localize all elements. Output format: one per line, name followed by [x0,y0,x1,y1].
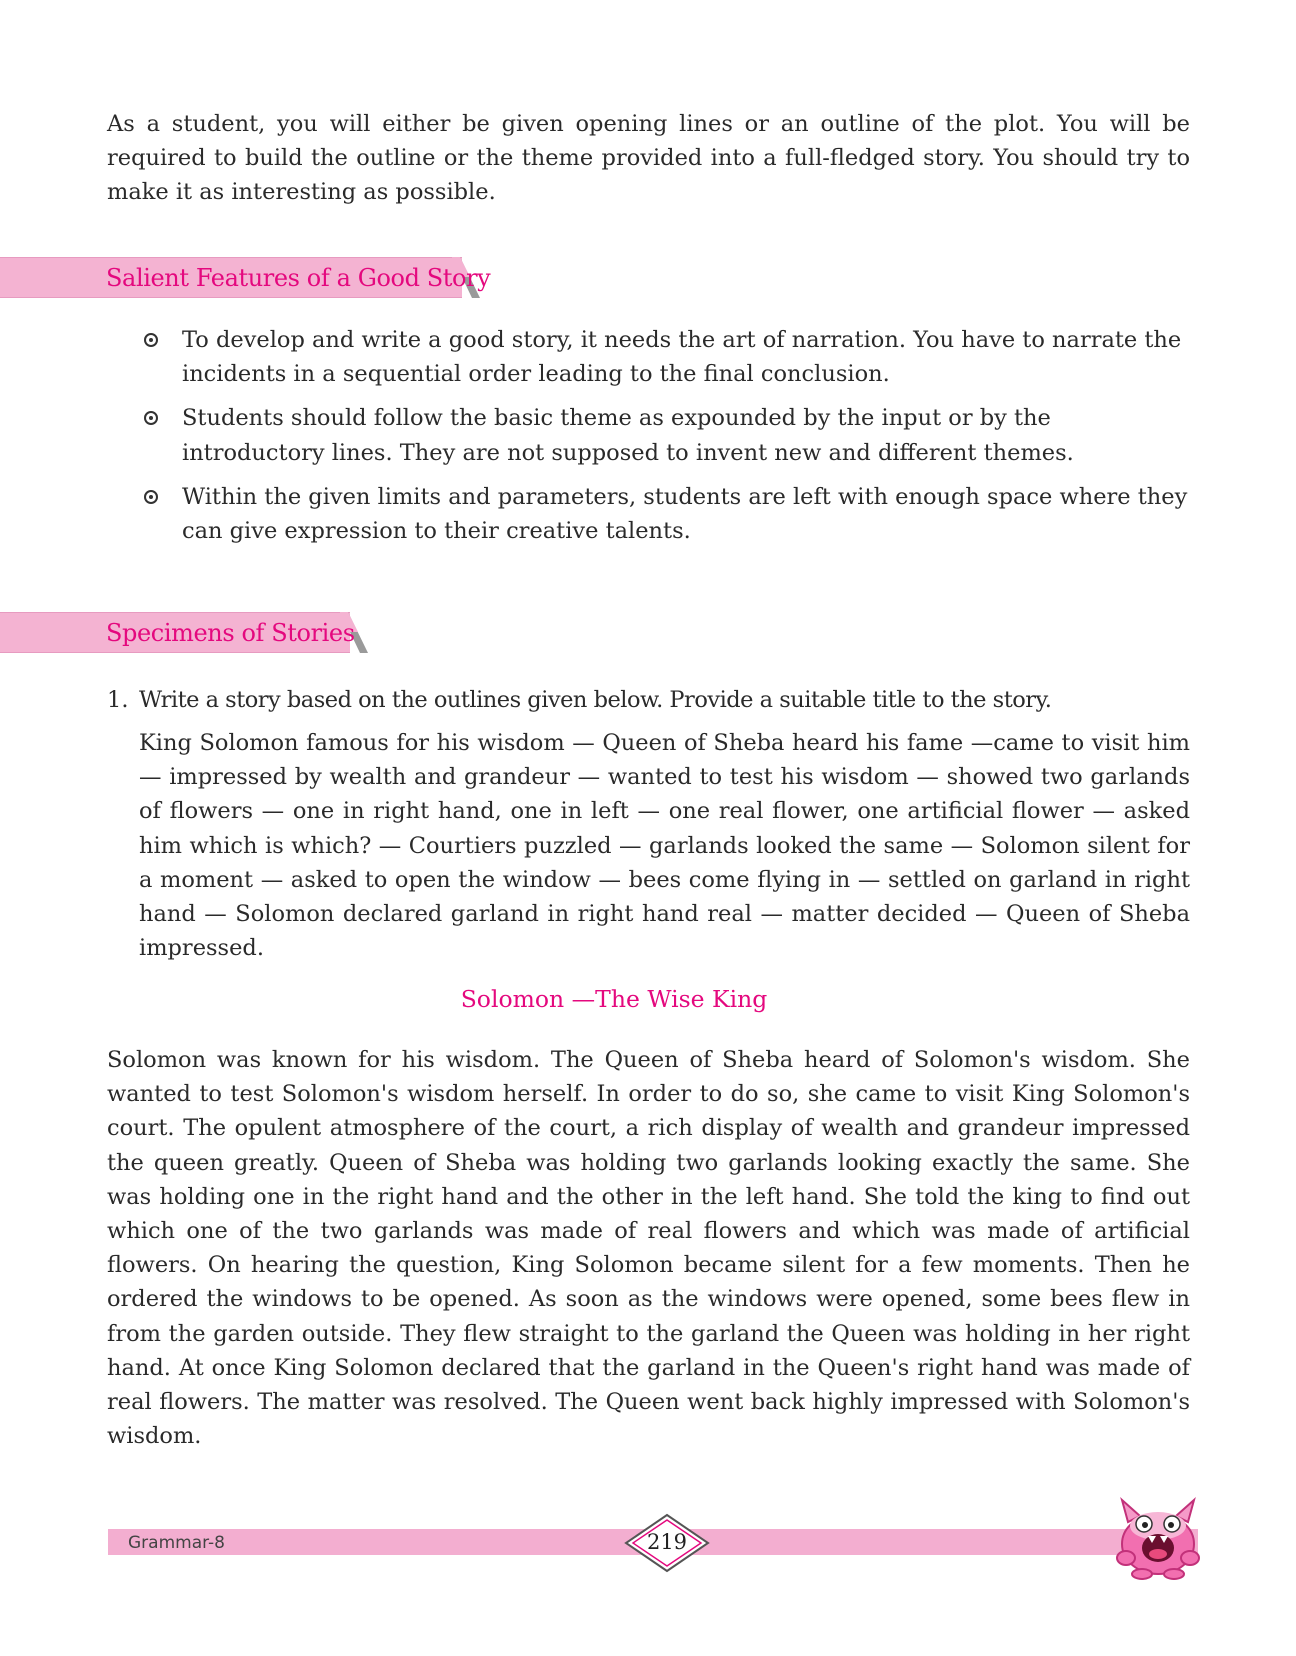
section-header-specimens [0,612,370,653]
question-prompt: Write a story based on the outlines given below. Provide a suitable title to the story. [139,687,1052,713]
section-title: Salient Features of a Good Story [106,264,491,292]
list-item-text: Within the given limits and parameters, students are left with enough space where they can give expression to their creative talents. [182,483,1188,545]
list-item [142,401,1192,469]
list-item-text: To develop and write a good story, it needs the art of narration. You have to narrate the incidents in a sequential order leading to the final conclusion. [182,327,1182,388]
section-header-salient-features [0,257,491,298]
features-list [142,323,1192,558]
page-number: 219 [646,1530,688,1554]
story-title: Solomon —The Wise King [460,985,768,1013]
circled-bullet-icon [144,333,158,347]
story-outline: King Solomon famous for his wisdom — Queen of Sheba heard his fame —came to visit him — impressed by wealth and grandeur — wanted to test his wisdom — showed two garlands of flowers — one in right hand, one in left — one real flower, one artificial flower — asked him which is which? — Courtiers puzzled — garlands looked the same — Solomon silent for a moment — asked to open the window — bees come flying in — settled on garland in right hand — Solomon declared garland in right hand real — matter decided — Queen of Sheba impressed. [139,730,1190,962]
monster-mascot-icon [1108,1496,1208,1580]
circled-bullet-icon [144,490,158,504]
circled-bullet-icon [144,411,158,425]
list-item-text: Students should follow the basic theme as expounded by the input or by the introductory lines. They are not supposed to invent new and different themes. [182,405,1074,466]
list-item [142,480,1192,548]
story-body: Solomon was known for his wisdom. The Queen of Sheba heard of Solomon's wisdom. She wanted to test Solomon's wisdom herself. In order to do so, she came to visit King Solomon's court. The opulent atmosphere of the court, a rich display of wealth and grandeur impressed the queen greatly. Queen of Sheba was holding two garlands looking exactly the same. She was holding one in the right hand and the other in the left hand. She told the king to find out which one of the two garlands was made of real flowers and which was made of artificial flowers. On hearing the question, King Solomon became silent for a few moments. Then he ordered the windows to be opened. As soon as the windows were opened, some bees flew in from the garden outside. They flew straight to the garland the Queen was holding in her right hand. At once King Solomon declared that the garland in the Queen's right hand was made of real flowers. The matter was resolved. The Queen went back highly impressed with Solomon's wisdom. [107,1047,1190,1450]
question-number: 1. [107,687,129,713]
footer-book-title: Grammar-8 [128,1533,225,1553]
section-title: Specimens of Stories [106,619,355,647]
intro-paragraph: As a student, you will either be given opening lines or an outline of the plot. You will be required to build the outline or the theme provided into a full-fledged story. You should try to make it as interesting as possible. [107,111,1190,206]
list-item [142,323,1192,391]
